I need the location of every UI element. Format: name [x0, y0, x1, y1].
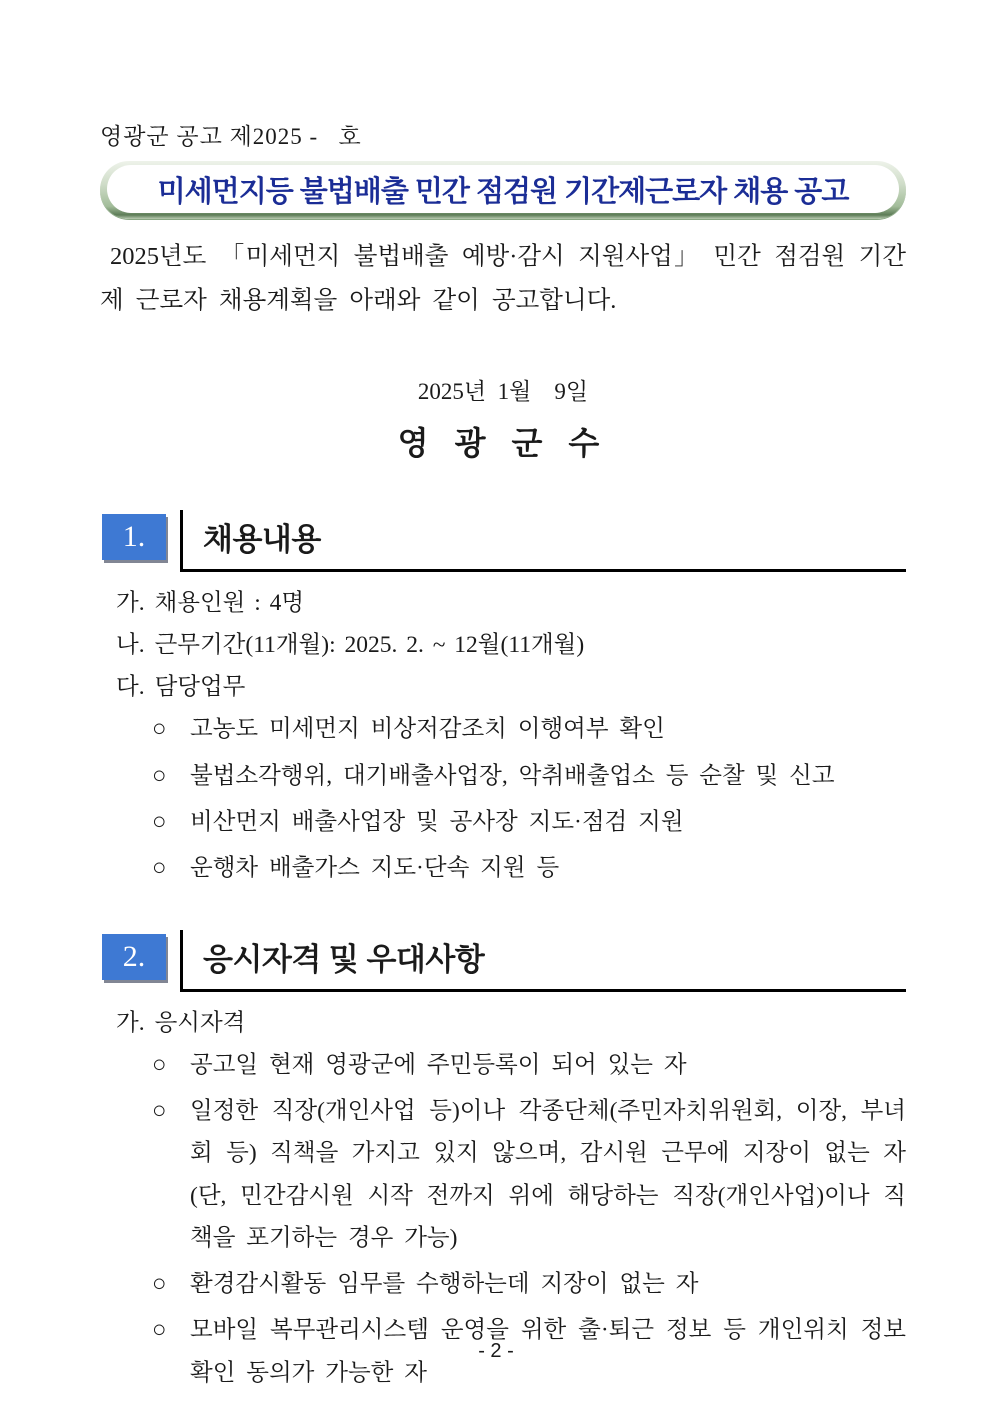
signer-name: 영 광 군 수 [397, 425, 609, 462]
bullet-item [100, 755, 906, 797]
item-label: 나. [116, 632, 145, 659]
circle-bullet-icon: ○ [152, 1271, 167, 1298]
circle-bullet-icon: ○ [152, 855, 167, 882]
banner-title: 미세먼지등 불법배출 민간 점검원 기간제근로자 채용 공고 [107, 165, 899, 213]
item-label: 가. [116, 1009, 145, 1036]
content-area [100, 118, 906, 1394]
item-text: 담당업무 [154, 674, 246, 701]
section-2-title: 응시자격 및 우대사항 [203, 941, 485, 977]
circle-bullet-icon: ○ [152, 1051, 167, 1078]
bullet-item [100, 847, 906, 889]
item-text: 응시자격 [154, 1009, 246, 1036]
title-banner [100, 161, 906, 219]
section-1-header [100, 510, 906, 572]
bullet-item [100, 1090, 906, 1259]
bullet-text: 공고일 현재 영광군에 주민등록이 되어 있는 자 [190, 1051, 687, 1078]
list-item [100, 670, 906, 704]
notice-date: 2025년 1월 9일 [417, 379, 589, 405]
item-text: 근무기간(11개월): 2025. 2. ~ 12월(11개월) [154, 632, 585, 659]
section-2-header [100, 930, 906, 992]
bullet-text: 비산먼지 배출사업장 및 공사장 지도·점검 지원 [190, 808, 684, 835]
item-text: 채용인원 : 4명 [154, 590, 305, 617]
circle-bullet-icon: ○ [152, 762, 167, 789]
bullet-text: 일정한 직장(개인사업 등)이나 각종단체(주민자치위원회, 이장, 부녀회 등) 직책을 가지고 있지 않으며, 감시원 근무에 지장이 없는 자(단, 민간감시원 시작 전까지 위에 해당하는 직장(개인사업)이나 직책을 포기하는 경우 가능) [190, 1097, 906, 1251]
circle-bullet-icon: ○ [152, 716, 167, 743]
bullet-text: 운행차 배출가스 지도·단속 지원 등 [190, 855, 560, 882]
list-item [100, 628, 906, 662]
bullet-text: 모바일 복무관리시스템 운영을 위한 출·퇴근 정보 등 개인위치 정보 확인 동의가 가능한 자 [190, 1317, 906, 1386]
section-1-title-rule [180, 510, 906, 572]
bullet-item [100, 1263, 906, 1305]
bullet-item [100, 708, 906, 750]
circle-bullet-icon: ○ [152, 808, 167, 835]
circle-bullet-icon: ○ [152, 1097, 167, 1124]
section-1-title: 채용내용 [203, 522, 321, 558]
bullet-text: 환경감시활동 임무를 수행하는데 지장이 없는 자 [190, 1271, 699, 1298]
section-1-number-badge: 1. [102, 514, 166, 560]
intro-paragraph: 2025년도 「미세먼지 불법배출 예방·감시 지원사업」 민간 점검원 기간제 근로자 채용계획을 아래와 같이 공고합니다. [100, 243, 906, 315]
list-item [100, 586, 906, 620]
bullet-text: 고농도 미세먼지 비상저감조치 이행여부 확인 [190, 716, 665, 743]
item-label: 가. [116, 590, 145, 617]
bullet-item [100, 801, 906, 843]
circle-bullet-icon: ○ [152, 1317, 167, 1344]
notice-number: 영광군 공고 제2025 - 호 [100, 124, 362, 149]
section-2-title-rule [180, 930, 906, 992]
page-number: - 2 - [478, 1340, 514, 1362]
section-2-items [100, 1006, 906, 1394]
section-2-number-badge: 2. [102, 934, 166, 980]
section-1-items [100, 586, 906, 889]
bullet-item [100, 1044, 906, 1086]
item-label: 다. [116, 674, 145, 701]
bullet-text: 불법소각행위, 대기배출사업장, 악취배출업소 등 순찰 및 신고 [190, 762, 835, 789]
list-item [100, 1006, 906, 1040]
